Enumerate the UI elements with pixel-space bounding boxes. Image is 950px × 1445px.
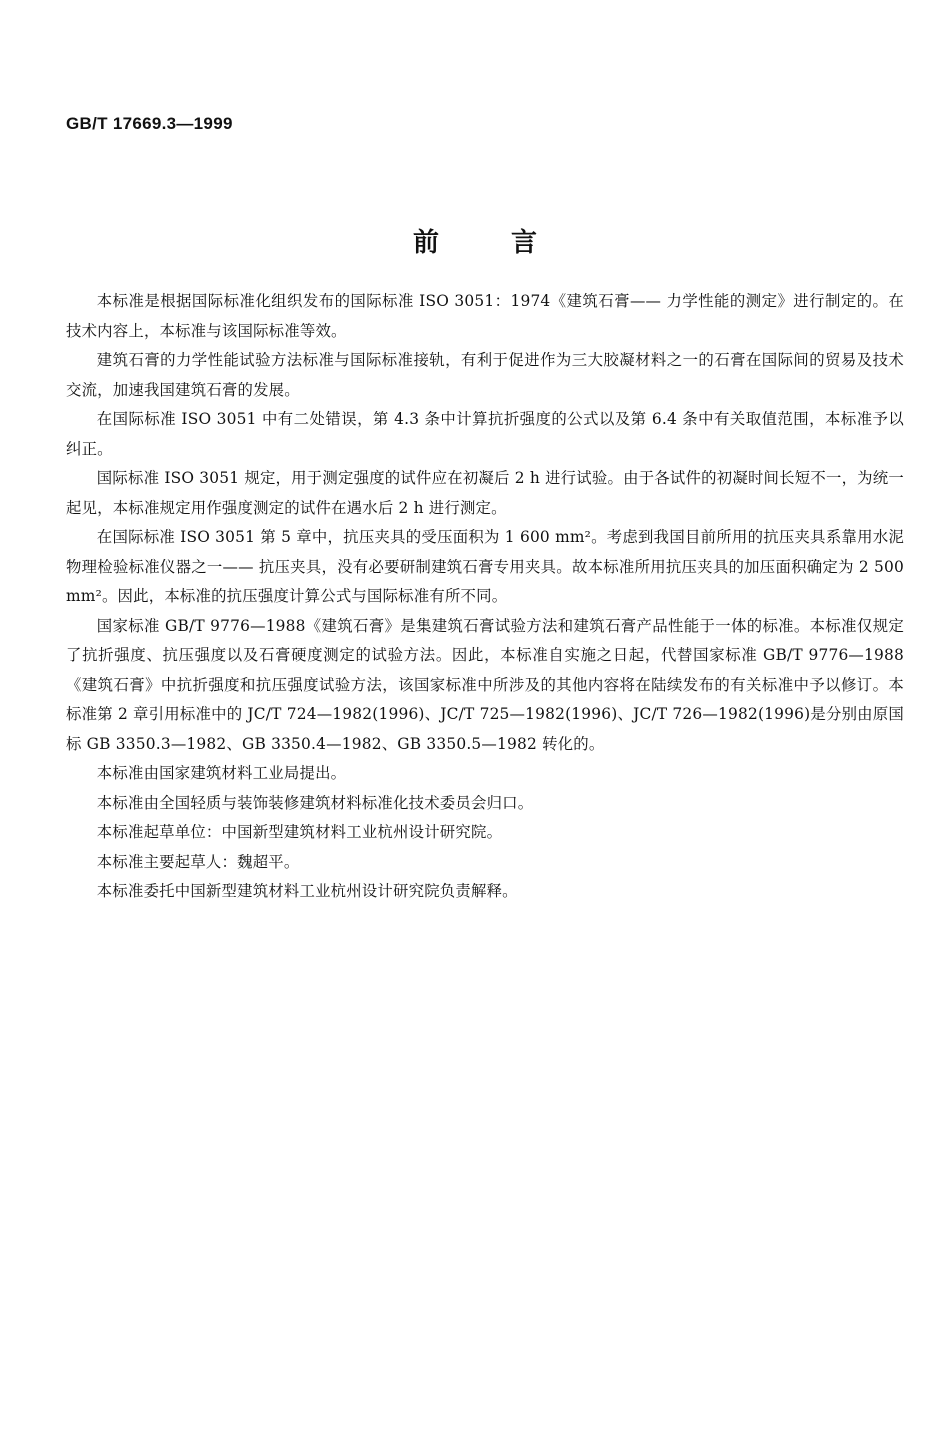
- foreword-body: [66, 287, 904, 907]
- paragraph-3: 在国际标准 ISO 3051 中有二处错误，第 4.3 条中计算抗折强度的公式以及第 6.4 条中有关取值范围，本标准予以纠正。: [66, 410, 904, 458]
- paragraph-7: 本标准由国家建筑材料工业局提出。: [96, 764, 347, 782]
- paragraph-11: 本标准委托中国新型建筑材料工业杭州设计研究院负责解释。: [96, 882, 518, 900]
- paragraph-8: 本标准由全国轻质与装饰装修建筑材料标准化技术委员会归口。: [96, 793, 534, 812]
- title-char-2: 言: [511, 228, 538, 258]
- page-title: [0, 222, 950, 259]
- paragraph-4: 国际标准 ISO 3051 规定，用于测定强度的试件应在初凝后 2 h 进行试验。由于各试件的初凝时间长短不一，为统一起见，本标准规定用作强度测定的试件在遇水后 2 h 进行测定。: [66, 469, 904, 517]
- paragraph-6: 国家标准 GB/T 9776—1988《建筑石膏》是集建筑石膏试验方法和建筑石膏产品性能于一体的标准。本标准仅规定了抗折强度、抗压强度以及石膏硬度测定的试验方法。因此，本标准自实施之日起，代替国家标准 GB/T 9776—1988《建筑石膏》中抗折强度和抗压强度试验方法，该国家标准中所涉及的其他内容将在陆续发布的有关标准中予以修订。本标准第 2 章引用标准中的 JC/T 724—1982(1996)、JC/T 725—1982(1996)、JC/T 726—1982(1996)是分别由原国标 GB 3350.3—1982、GB 3350.4—1982、GB 3350.5—1982 转化的。: [66, 616, 904, 753]
- standard-code: GB/T 17669.3—1999: [66, 114, 233, 133]
- paragraph-2: 建筑石膏的力学性能试验方法标准与国际标准接轨，有利于促进作为三大胶凝材料之一的石膏在国际间的贸易及技术交流，加速我国建筑石膏的发展。: [66, 351, 904, 399]
- paragraph-10: 本标准主要起草人：魏超平。: [96, 852, 300, 871]
- paragraph-1: 本标准是根据国际标准化组织发布的国际标准 ISO 3051：1974《建筑石膏—— 力学性能的测定》进行制定的。在技术内容上，本标准与该国际标准等效。: [66, 292, 904, 340]
- paragraph-9: 本标准起草单位：中国新型建筑材料工业杭州设计研究院。: [96, 823, 503, 841]
- title-char-1: 前: [412, 228, 439, 258]
- paragraph-5: 在国际标准 ISO 3051 第 5 章中，抗压夹具的受压面积为 1 600 mm²。考虑到我国目前所用的抗压夹具系靠用水泥物理检验标准仪器之一—— 抗压夹具，没有必要研制建筑石膏专用夹具。故本标准所用抗压夹具的加压面积确定为 2 500 mm²。因此，本标准的抗压强度计算公式与国际标准有所不同。: [66, 528, 904, 605]
